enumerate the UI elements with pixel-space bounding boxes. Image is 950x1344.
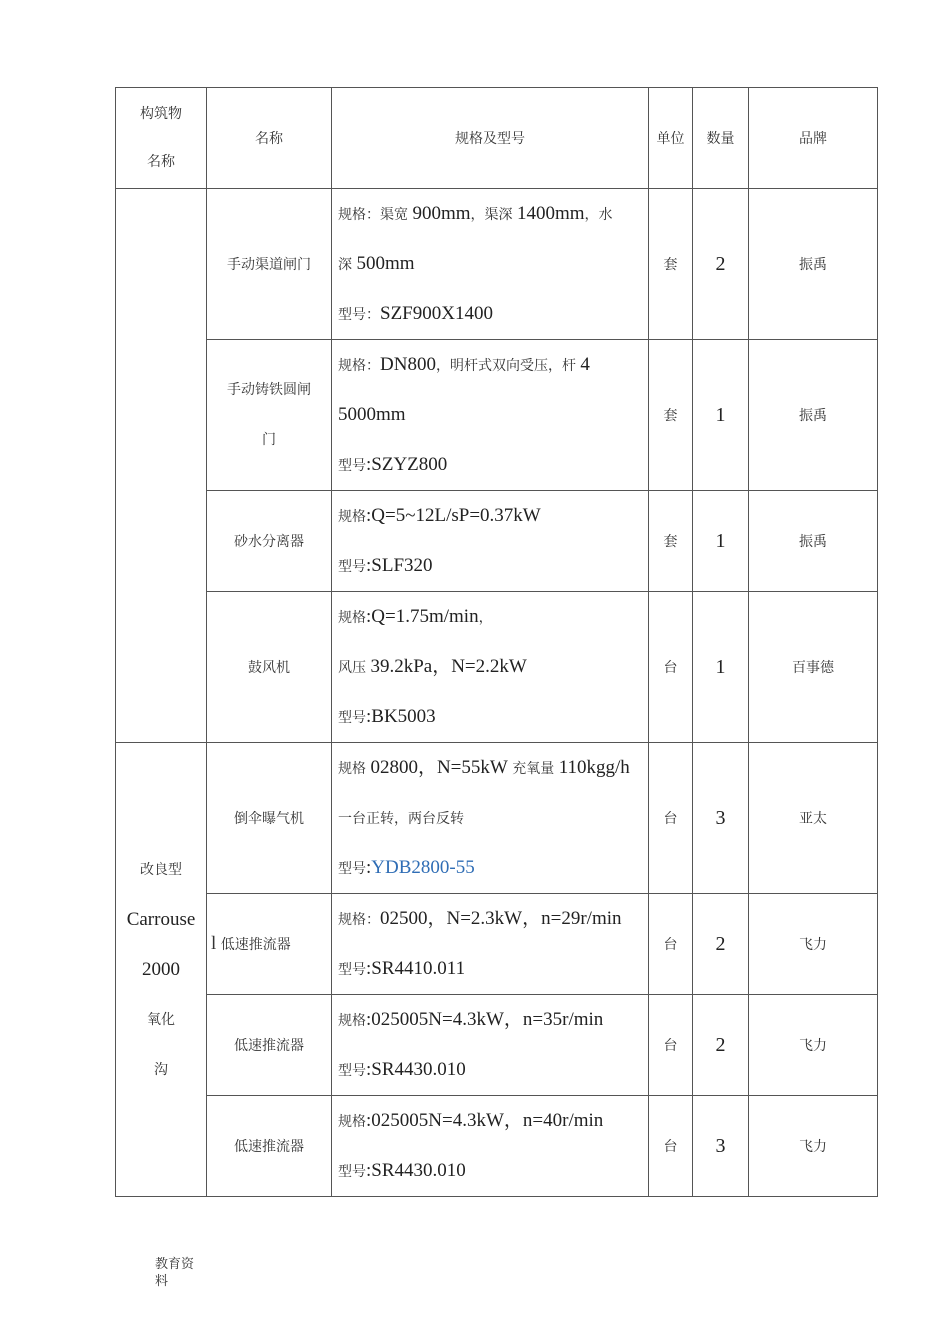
spec-line [338,894,648,944]
header-brand: 品牌 [749,88,878,189]
structure-name-number: 2000 [142,958,180,980]
table-row [116,995,878,1096]
spec-value: 110kgg/h [558,757,630,778]
unit-cell: 套 [649,189,693,340]
qty-cell: 2 [693,189,749,340]
equipment-name: 手动渠道闸门 [207,189,332,340]
spec-text: 规格： [338,912,380,928]
header-unit: 单位 [649,88,693,189]
spec-text: 规格 [338,610,366,626]
spec-text: 规格： [338,358,380,374]
table-row [116,1096,878,1197]
qty-cell: 2 [693,995,749,1096]
model-line [338,541,648,591]
spec-text: ，渠深 [470,207,517,223]
unit-cell: 台 [649,743,693,894]
spec-line [338,995,648,1045]
model-label: 型号 [338,861,366,877]
model-value: :SLF320 [366,555,433,576]
model-label: 型号： [338,307,380,323]
model-line [338,440,648,490]
spec-line [338,793,648,843]
structure-name-line: 改良型 [140,861,182,878]
brand-cell: 飞力 [749,894,878,995]
spec-value: 900mm [412,203,471,224]
equipment-name-line: 门 [262,432,276,448]
model-line [338,1146,648,1196]
spec-line [338,239,648,289]
spec-value: 4 [580,354,590,375]
structure-name-line: Carrouse [126,908,196,930]
spec-text: ，水 [584,207,613,223]
unit-cell: 套 [649,340,693,491]
qty-cell: 1 [693,491,749,592]
qty-cell: 1 [693,340,749,491]
unit-cell: 台 [649,1096,693,1197]
equipment-name [207,894,332,995]
spec-value: 1400mm [516,203,585,224]
spec-text: ， [478,610,493,626]
spec-text: 一台正转，两台反转 [338,811,464,827]
qty-cell: 3 [693,743,749,894]
spec-text: 规格：渠宽 [338,207,413,223]
brand-cell: 飞力 [749,995,878,1096]
spec-text: 规格 [338,509,366,525]
unit-cell: 台 [649,995,693,1096]
brand-cell: 振禹 [749,340,878,491]
table-row [116,189,878,340]
equipment-name: 鼓风机 [207,592,332,743]
header-row [116,88,878,189]
header-structure-label-2: 名称 [147,154,175,170]
spec-line [338,491,648,541]
spec-line [338,743,648,793]
spec-value: 02500，N=2.3kW，n=29r/min [380,908,622,929]
spec-value: DN800 [380,354,436,375]
model-value: :SR4430.010 [366,1059,466,1080]
brand-cell: 亚太 [749,743,878,894]
unit-cell: 台 [649,894,693,995]
qty-cell: 2 [693,894,749,995]
qty-cell: 3 [693,1096,749,1197]
model-label: 型号 [338,559,366,575]
spec-cell [332,592,649,743]
spec-line [338,1096,648,1146]
model-value: :BK5003 [366,706,436,727]
spec-line [338,390,648,440]
brand-cell: 百事德 [749,592,878,743]
equipment-name [207,340,332,491]
spec-value: 39.2kPa，N=2.2kW [370,656,527,677]
model-line [338,843,648,893]
table-row [116,491,878,592]
spec-cell [332,995,649,1096]
equipment-name-text: 低速推流器 [216,937,291,953]
model-line [338,1045,648,1095]
model-value: :SZYZ800 [366,454,448,475]
brand-cell: 振禹 [749,189,878,340]
spec-text: 风压 [338,660,371,676]
spec-value: :Q=5~12L/sP=0.37kW [366,505,541,526]
model-value: :SR4410.011 [366,958,466,979]
model-label: 型号 [338,1164,366,1180]
model-value: :SR4430.010 [366,1160,466,1181]
spec-cell [332,491,649,592]
header-spec: 规格及型号 [332,88,649,189]
spec-cell [332,743,649,894]
spec-text: 规格 [338,1013,366,1029]
model-value-link: YDB2800-55 [371,857,475,878]
table-row [116,743,878,894]
structure-name-text: 氧化 [147,1011,175,1028]
spec-line [338,189,648,239]
header-qty: 数量 [693,88,749,189]
spec-line [338,592,648,642]
header-structure-name [116,88,207,189]
model-value: SZF900X1400 [380,303,493,324]
spec-text: 规格 [338,761,371,777]
model-value: : [366,857,372,878]
equipment-name: 砂水分离器 [207,491,332,592]
spec-value: 5000mm [338,404,406,425]
model-line [338,944,648,994]
model-label: 型号 [338,962,366,978]
spec-line [338,340,648,390]
model-line [338,289,648,339]
model-label: 型号 [338,458,366,474]
spec-text: 深 [338,257,357,273]
model-label: 型号 [338,1063,366,1079]
equipment-name-number: l [211,933,217,954]
equipment-table [115,87,878,1197]
spec-text: 充氧量 [507,761,559,777]
equipment-name: 倒伞曝气机 [207,743,332,894]
spec-line [338,642,648,692]
table-row [116,340,878,491]
equipment-name-line: 手动铸铁圆闸 [227,382,311,398]
model-label: 型号 [338,710,366,726]
spec-value: 02800，N=55kW [370,757,508,778]
spec-value: :025005N=4.3kW，n=35r/min [366,1009,604,1030]
table-row [116,894,878,995]
spec-value: 500mm [356,253,415,274]
spec-cell [332,1096,649,1197]
page-footer: 教育资料 [155,1257,195,1289]
qty-cell: 1 [693,592,749,743]
header-structure-label-1: 构筑物 [140,106,182,122]
structure-name-cell [116,743,207,1197]
spec-cell [332,894,649,995]
brand-cell: 飞力 [749,1096,878,1197]
brand-cell: 振禹 [749,491,878,592]
spec-text: ，明杆式双向受压，杆 [435,358,581,374]
equipment-name: 低速推流器 [207,995,332,1096]
spec-value: :Q=1.75m/min [366,606,479,627]
spec-value: :025005N=4.3kW，n=40r/min [366,1110,604,1131]
structure-name-line [116,945,206,1045]
table-row [116,592,878,743]
unit-cell: 台 [649,592,693,743]
spec-cell [332,340,649,491]
structure-name-line: 沟 [154,1061,168,1078]
spec-text: 规格 [338,1114,366,1130]
header-name: 名称 [207,88,332,189]
unit-cell: 套 [649,491,693,592]
model-line [338,692,648,742]
structure-cell-empty [116,189,207,743]
spec-cell [332,189,649,340]
equipment-name: 低速推流器 [207,1096,332,1197]
